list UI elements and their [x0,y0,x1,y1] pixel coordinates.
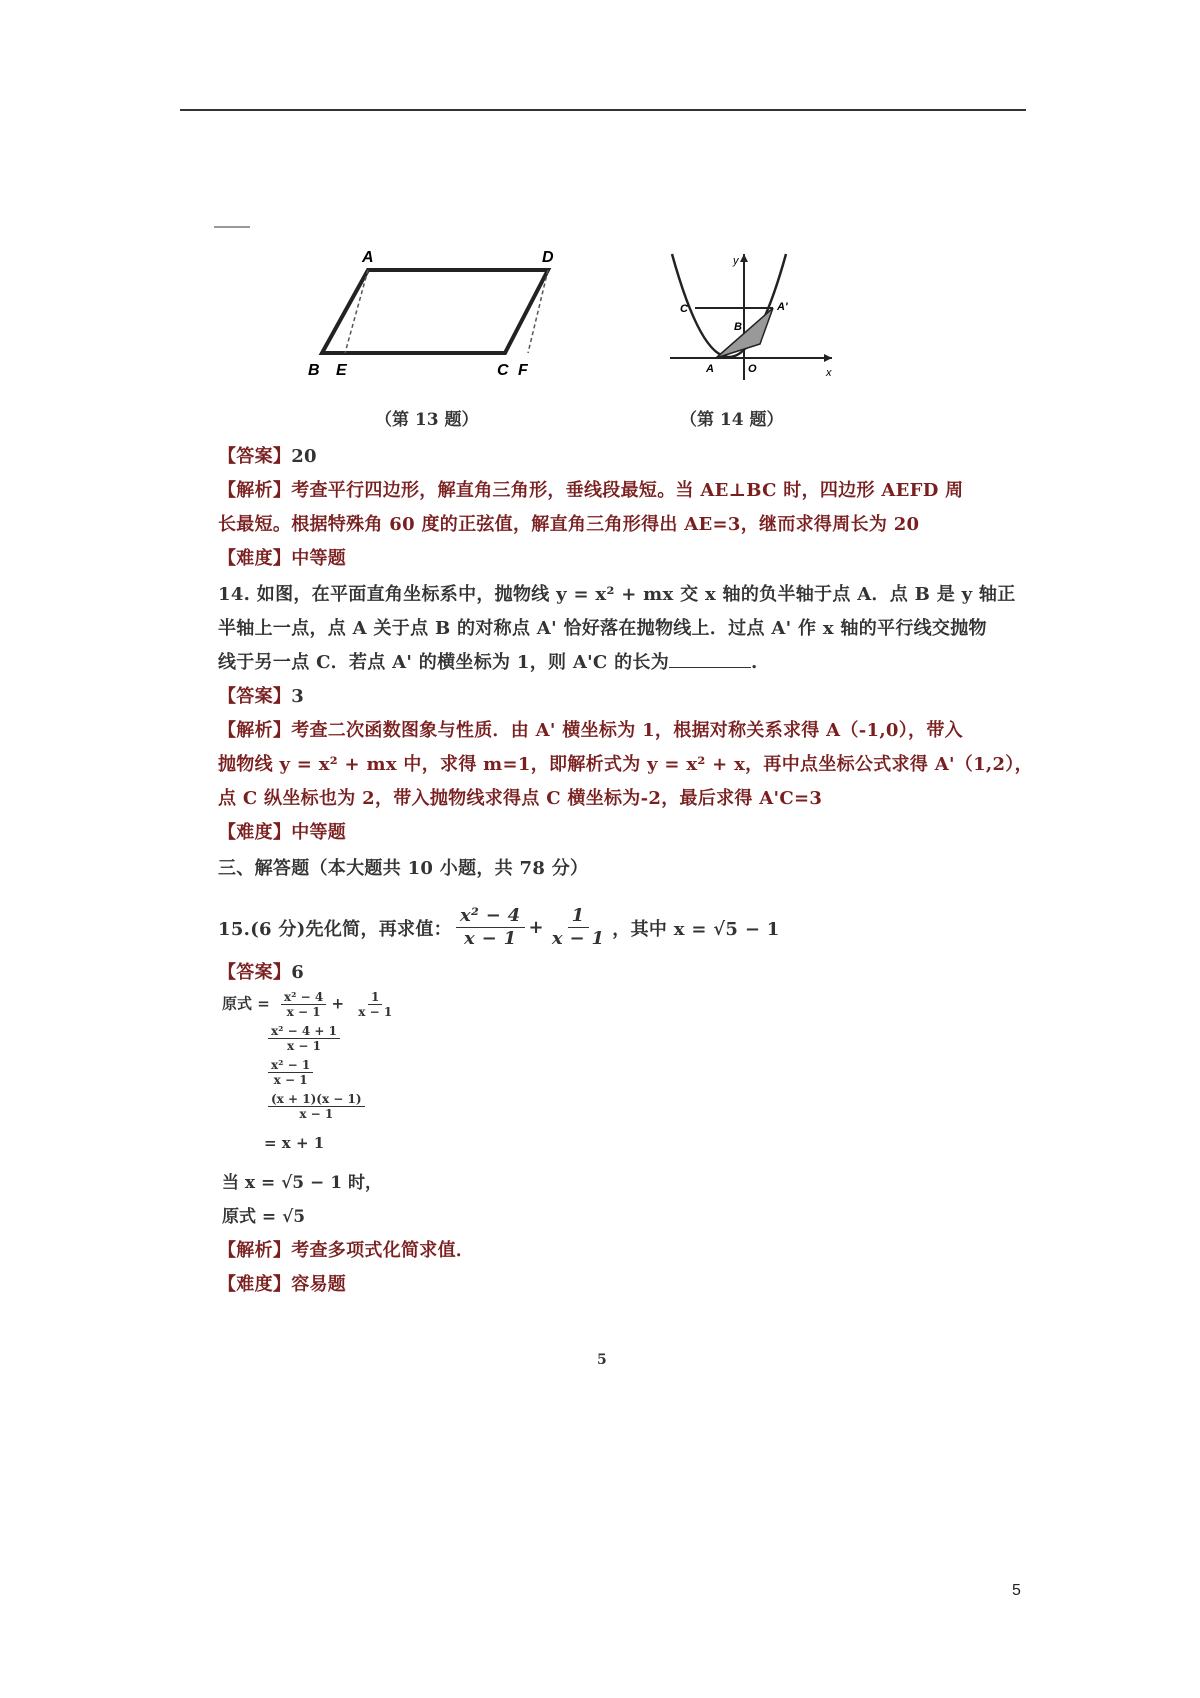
q15-work-line-3: $\frac{\text{x² − 1}}{x - 1}$ [262,1058,313,1087]
q14-stem-3: 线于另一点 C．若点 A' 的横坐标为 1，则 A'C 的长为 . [218,652,758,673]
q15-when: 当 x = √5 − 1 时， [222,1173,382,1193]
q15-fraction-1: $\frac{\text{x² − 4}}{x - 1}$ [456,905,525,950]
figure-14-caption: （第 14 题） [680,410,784,430]
figure-13-caption: （第 13 题） [375,410,479,430]
q13-answer: 【答案】20 [218,446,317,467]
label-a: A [362,249,374,266]
label-a-prime: A' [777,301,788,313]
inner-page-number: 5 [597,1352,607,1368]
label-a: A [706,363,714,375]
label-f: F [518,362,528,379]
q15-analysis: 【解析】考查多项式化简求值． [218,1240,475,1261]
label-c: C [497,362,509,379]
label-o: O [748,363,757,375]
section-heading: 三、解答题（本大题共 10 小题，共 78 分） [218,858,589,879]
q14-difficulty: 【难度】中等题 [218,822,347,843]
q14-analysis-3: 点 C 纵坐标也为 2，带入抛物线求得点 C 横坐标为-2，最后求得 A'C=3 [218,788,823,809]
label-c: C [680,303,688,315]
label-x: x [826,367,832,379]
q15-work-line-5: = x + 1 [264,1134,325,1152]
label-b: B [734,321,742,333]
q14-stem-2: 半轴上一点，点 A 关于点 B 的对称点 A' 恰好落在抛物线上．过点 A' 作 x 轴的平行线交抛物 [218,618,987,639]
q15-answer: 【答案】6 [218,962,305,983]
label-d: D [542,249,554,266]
header-rule [180,109,1026,111]
figure-14-parabola [660,250,840,390]
q13-analysis-1: 【解析】考查平行四边形，解直角三角形，垂线段最短。当 AE⊥BC 时，四边形 AEFD 周 [218,480,964,501]
q15-work-line-4: $\frac{(x + 1)(x - 1)}{x - 1}$ [262,1092,365,1121]
q14-stem-1: 14. 如图，在平面直角坐标系中，抛物线 y = x² + mx 交 x 轴的负半轴于点 A．点 B 是 y 轴正 [218,584,1016,605]
answer-blank [669,651,751,668]
page-number: 5 [1012,1582,1021,1599]
q13-analysis-2: 长最短。根据特殊角 60 度的正弦值，解直角三角形得出 AE=3，继而求得周长为 20 [218,514,920,535]
q13-difficulty: 【难度】中等题 [218,548,347,569]
label-b: B [308,362,320,379]
q14-analysis-2: 抛物线 y = x² + mx 中，求得 m=1，即解析式为 y = x² + x，再中点坐标公式求得 A'（1,2）， [218,754,1033,775]
figure-13-parallelogram [300,245,580,385]
q15-difficulty: 【难度】容易题 [218,1274,347,1295]
label-e: E [336,362,347,379]
q14-analysis-1: 【解析】考查二次函数图象与性质．由 A' 横坐标为 1，根据对称关系求得 A（-1,0），带入 [218,720,963,741]
q15-stem: 15.(6 分)先化简，再求值： $\frac{\text{x² − 4}}{x - 1}$ + $\frac{1}{x - 1}$ ，其中 x = √5 − 1 [218,905,780,949]
scan-mark [214,226,250,228]
q15-result: 原式 = √5 [222,1207,306,1227]
q14-answer: 【答案】3 [218,686,305,707]
q15-work-line-2: $\frac{\text{x² − 4 + 1}}{x - 1}$ [262,1024,340,1053]
q15-work-line-1: 原式 = $\frac{\text{x² − 4}}{x - 1}$ + $\frac{1}{x - 1}$ [222,990,393,1019]
q15-fraction-2: $\frac{1}{x - 1}$ [551,905,605,949]
label-y: y [733,255,739,267]
